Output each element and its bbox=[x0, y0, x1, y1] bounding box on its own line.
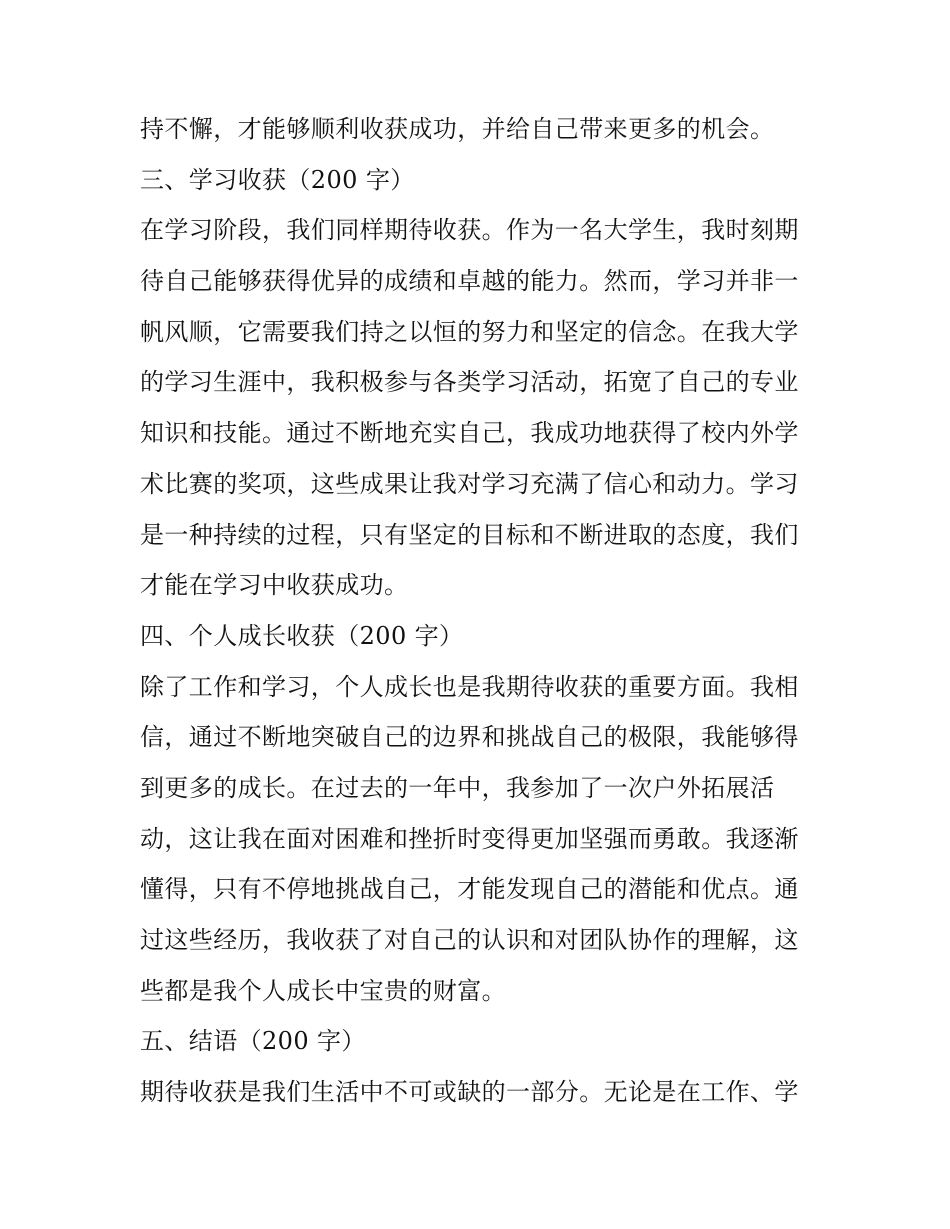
paragraph-line: 懂得，只有不停地挑战自己，才能发现自己的潜能和优点。通 bbox=[140, 875, 799, 904]
paragraph-line: 知识和技能。通过不断地充实自己，我成功地获得了校内外学 bbox=[140, 419, 799, 448]
paragraph-line: 除了工作和学习，个人成长也是我期待收获的重要方面。我相 bbox=[140, 672, 799, 701]
document-body bbox=[140, 104, 830, 1118]
paragraph-line: 动，这让我在面对困难和挫折时变得更加坚强而勇敢。我逐渐 bbox=[140, 824, 799, 853]
paragraph-line: 过这些经历，我收获了对自己的认识和对团队协作的理解，这 bbox=[140, 926, 799, 954]
paragraph-line: 是一种持续的过程，只有坚定的目标和不断进取的态度，我们 bbox=[140, 520, 799, 549]
paragraph-line: 期待收获是我们生活中不可或缺的一部分。无论是在工作、学 bbox=[140, 1078, 799, 1107]
paragraph-line: 到更多的成长。在过去的一年中，我参加了一次户外拓展活 bbox=[140, 773, 775, 802]
paragraph-line: 的学习生涯中，我积极参与各类学习活动，拓宽了自己的专业 bbox=[140, 368, 799, 397]
paragraph-line: 帆风顺，它需要我们持之以恒的努力和坚定的信念。在我大学 bbox=[140, 317, 799, 346]
section-heading-personal-growth: 四、个人成长收获（200 字） bbox=[140, 621, 464, 650]
section-heading-conclusion: 五、结语（200 字） bbox=[140, 1027, 366, 1056]
paragraph-line: 持不懈，才能够顺利收获成功，并给自己带来更多的机会。 bbox=[140, 115, 775, 143]
paragraph-line: 在学习阶段，我们同样期待收获。作为一名大学生，我时刻期 bbox=[140, 216, 799, 245]
paragraph-line: 术比赛的奖项，这些成果让我对学习充满了信心和动力。学习 bbox=[140, 469, 799, 498]
paragraph-line: 才能在学习中收获成功。 bbox=[140, 571, 409, 600]
section-heading-study: 三、学习收获（200 字） bbox=[140, 165, 415, 194]
paragraph-line: 待自己能够获得优异的成绩和卓越的能力。然而，学习并非一 bbox=[140, 267, 799, 296]
paragraph-line: 些都是我个人成长中宝贵的财富。 bbox=[140, 976, 506, 1005]
paragraph-line: 信，通过不断地突破自己的边界和挑战自己的极限，我能够得 bbox=[140, 723, 799, 752]
